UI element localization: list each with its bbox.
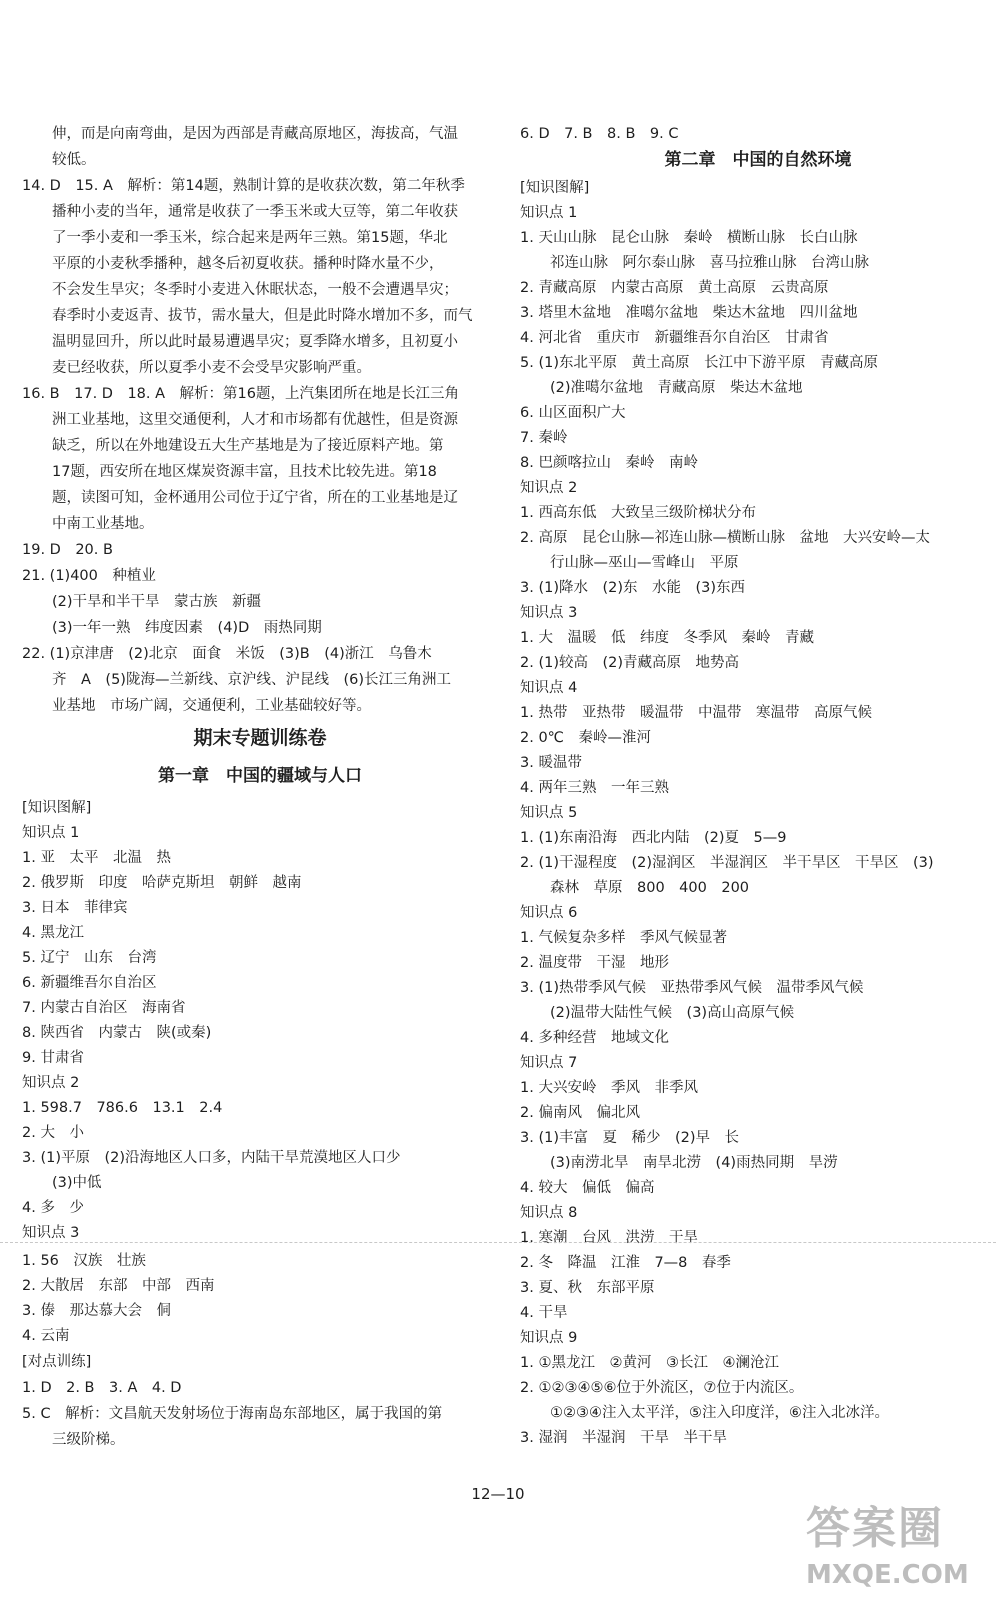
list-item: 4. 两年三熟 一年三熟 bbox=[520, 780, 669, 796]
list-item: 2. ①②③④⑤⑥位于外流区，⑦位于内流区。 bbox=[520, 1380, 804, 1396]
list-item: 4. 多种经营 地域文化 bbox=[520, 1030, 669, 1046]
list-item: 3. 夏、秋 东部平原 bbox=[520, 1280, 655, 1296]
list-item: 1. 大兴安岭 季风 非季风 bbox=[520, 1080, 698, 1096]
knowledge-point-label: 知识点 1 bbox=[520, 205, 578, 221]
text-line: 业基地 市场广阔，交通便利，工业基础较好等。 bbox=[52, 698, 371, 714]
list-item: 三级阶梯。 bbox=[52, 1432, 125, 1448]
page-fold-divider bbox=[0, 1242, 996, 1243]
list-item: 2. 0℃ 秦岭—淮河 bbox=[520, 730, 651, 746]
list-item: 4. 黑龙江 bbox=[22, 925, 84, 941]
knowledge-point-label: 知识点 7 bbox=[520, 1055, 578, 1071]
list-item: (3)中低 bbox=[52, 1175, 102, 1191]
page-number: 12—10 bbox=[471, 1485, 525, 1503]
list-item: 1. 热带 亚热带 暖温带 中温带 寒温带 高原气候 bbox=[520, 705, 872, 721]
list-item: 3. (1)丰富 夏 稀少 (2)早 长 bbox=[520, 1130, 740, 1146]
list-item: (2)准噶尔盆地 青藏高原 柴达木盆地 bbox=[550, 380, 803, 396]
knowledge-point-label: 知识点 3 bbox=[520, 605, 578, 621]
watermark-text: 答案圈 bbox=[806, 1503, 944, 1554]
text-line: 温明显回升，所以此时最易遭遇旱灾；夏季降水增多，且初夏小 bbox=[52, 334, 458, 350]
list-item: 2. 大散居 东部 中部 西南 bbox=[22, 1278, 215, 1294]
text-line: 播种小麦的当年，通常是收获了一季玉米或大豆等，第二年收获 bbox=[52, 204, 458, 220]
list-item: 3. (1)热带季风气候 亚热带季风气候 温带季风气候 bbox=[520, 980, 864, 996]
knowledge-point-label: 知识点 4 bbox=[520, 680, 578, 696]
list-item: 3. 塔里木盆地 准噶尔盆地 柴达木盆地 四川盆地 bbox=[520, 305, 858, 321]
text-line: 了一季小麦和一季玉米，综合起来是两年三熟。第15题，华北 bbox=[52, 230, 448, 246]
knowledge-point-label: 知识点 8 bbox=[520, 1205, 578, 1221]
list-item: 5. C 解析：文昌航天发射场位于海南岛东部地区，属于我国的第 bbox=[22, 1406, 443, 1422]
text-line: 缺乏，所以在外地建设五大生产基地是为了接近原料产地。第 bbox=[52, 438, 444, 454]
list-item: 4. 干旱 bbox=[520, 1305, 568, 1321]
text-line: 洲工业基地，这里交通便利，人才和市场都有优越性，但是资源 bbox=[52, 412, 458, 428]
list-item: 5. 辽宁 山东 台湾 bbox=[22, 950, 157, 966]
knowledge-point-label: 知识点 2 bbox=[520, 480, 578, 496]
section-label: [对点训练] bbox=[22, 1354, 92, 1370]
text-line: 平原的小麦秋季播种，越冬后初夏收获。播种时降水量不少， bbox=[52, 256, 444, 272]
list-item: 6. 山区面积广大 bbox=[520, 405, 626, 421]
list-item: 3. 傣 那达慕大会 侗 bbox=[22, 1303, 171, 1319]
chapter-title: 第二章 中国的自然环境 bbox=[664, 150, 852, 170]
list-item: 2. 冬 降温 江淮 7—8 春季 bbox=[520, 1255, 731, 1271]
answer-16-18: 16. B 17. D 18. A 解析：第16题，上汽集团所在地是长江三角 bbox=[22, 386, 459, 402]
list-item: 2. 俄罗斯 印度 哈萨克斯坦 朝鲜 越南 bbox=[22, 875, 302, 891]
knowledge-point-label: 知识点 3 bbox=[22, 1225, 80, 1241]
text-line: (2)干旱和半干旱 蒙古族 新疆 bbox=[52, 594, 262, 610]
list-item: 2. 温度带 干湿 地形 bbox=[520, 955, 669, 971]
list-item: 3. 日本 菲律宾 bbox=[22, 900, 128, 916]
list-item: 2. 青藏高原 内蒙古高原 黄土高原 云贵高原 bbox=[520, 280, 829, 296]
list-item: 3. 湿润 半湿润 干旱 半干旱 bbox=[520, 1430, 727, 1446]
text-line: 中南工业基地。 bbox=[52, 516, 154, 532]
list-item: 1. ①黑龙江 ②黄河 ③长江 ④澜沧江 bbox=[520, 1355, 779, 1371]
list-item: 2. (1)干湿程度 (2)湿润区 半湿润区 半干旱区 干旱区 (3) bbox=[520, 855, 934, 871]
text-line: 17题，西安所在地区煤炭资源丰富，且技术比较先进。第18 bbox=[52, 464, 437, 480]
watermark-logo bbox=[806, 1502, 986, 1592]
knowledge-point-label: 知识点 2 bbox=[22, 1075, 80, 1091]
list-item: 3. (1)平原 (2)沿海地区人口多，内陆干旱荒漠地区人口少 bbox=[22, 1150, 401, 1166]
text-line: 齐 A (5)陇海—兰新线、京沪线、沪昆线 (6)长江三角洲工 bbox=[52, 672, 451, 688]
answer-21: 21. (1)400 种植业 bbox=[22, 568, 156, 584]
list-item: 1. 寒潮 台风 洪涝 干旱 bbox=[520, 1230, 698, 1246]
list-item: 7. 内蒙古自治区 海南省 bbox=[22, 1000, 186, 1016]
list-item: 1. 亚 太平 北温 热 bbox=[22, 850, 171, 866]
list-item: 8. 巴颜喀拉山 秦岭 南岭 bbox=[520, 455, 698, 471]
answer-22: 22. (1)京津唐 (2)北京 面食 米饭 (3)B (4)浙江 乌鲁木 bbox=[22, 646, 432, 662]
list-item: (2)温带大陆性气候 (3)高山高原气候 bbox=[550, 1005, 795, 1021]
text-line: 较低。 bbox=[52, 152, 96, 168]
knowledge-point-label: 知识点 5 bbox=[520, 805, 578, 821]
list-item: 3. (1)降水 (2)东 水能 (3)东西 bbox=[520, 580, 746, 596]
section-label: [知识图解] bbox=[22, 800, 92, 816]
section-label: [知识图解] bbox=[520, 180, 590, 196]
list-item: 行山脉—巫山—雪峰山 平原 bbox=[550, 555, 739, 571]
section-title: 期末专题训练卷 bbox=[193, 727, 327, 749]
list-item: 2. 大 小 bbox=[22, 1125, 84, 1141]
list-item: 1. 天山山脉 昆仑山脉 秦岭 横断山脉 长白山脉 bbox=[520, 230, 858, 246]
answer-14-15: 14. D 15. A 解析：第14题，熟制计算的是收获次数，第二年秋季 bbox=[22, 178, 465, 194]
list-item: 7. 秦岭 bbox=[520, 430, 568, 446]
answer-19-20: 19. D 20. B bbox=[22, 542, 113, 558]
text-line: 不会发生旱灾；冬季时小麦进入休眠状态，一般不会遭遇旱灾； bbox=[52, 282, 458, 298]
watermark-url: MXQE.COM bbox=[806, 1560, 969, 1590]
list-item: 1. D 2. B 3. A 4. D bbox=[22, 1380, 182, 1396]
answer-6-9: 6. D 7. B 8. B 9. C bbox=[520, 126, 679, 142]
list-item: 4. 多 少 bbox=[22, 1200, 84, 1216]
list-item: 5. (1)东北平原 黄土高原 长江中下游平原 青藏高原 bbox=[520, 355, 878, 371]
list-item: 1. 气候复杂多样 季风气候显著 bbox=[520, 930, 727, 946]
list-item: ①②③④注入太平洋，⑤注入印度洋，⑥注入北冰洋。 bbox=[550, 1405, 889, 1421]
list-item: 1. 598.7 786.6 13.1 2.4 bbox=[22, 1100, 223, 1116]
list-item: (3)南涝北旱 南旱北涝 (4)雨热同期 旱涝 bbox=[550, 1155, 838, 1171]
text-line: (3)一年一熟 纬度因素 (4)D 雨热同期 bbox=[52, 620, 322, 636]
list-item: 1. 西高东低 大致呈三级阶梯状分布 bbox=[520, 505, 756, 521]
list-item: 9. 甘肃省 bbox=[22, 1050, 84, 1066]
knowledge-point-label: 知识点 9 bbox=[520, 1330, 578, 1346]
knowledge-point-label: 知识点 1 bbox=[22, 825, 80, 841]
text-line: 题，读图可知，金杯通用公司位于辽宁省，所在的工业基地是辽 bbox=[52, 490, 458, 506]
knowledge-point-label: 知识点 6 bbox=[520, 905, 578, 921]
list-item: 3. 暖温带 bbox=[520, 755, 582, 771]
text-line: 伸，而是向南弯曲，是因为西部是青藏高原地区，海拔高，气温 bbox=[52, 126, 458, 142]
list-item: 2. (1)较高 (2)青藏高原 地势高 bbox=[520, 655, 740, 671]
list-item: 2. 偏南风 偏北风 bbox=[520, 1105, 640, 1121]
list-item: 8. 陕西省 内蒙古 陕(或秦) bbox=[22, 1025, 212, 1041]
list-item: 1. 56 汉族 壮族 bbox=[22, 1253, 146, 1269]
text-line: 春季时小麦返青、拔节，需水量大，但是此时降水增加不多，而气 bbox=[52, 308, 473, 324]
list-item: 森林 草原 800 400 200 bbox=[550, 880, 750, 896]
text-line: 麦已经收获，所以夏季小麦不会受旱灾影响严重。 bbox=[52, 360, 371, 376]
chapter-title: 第一章 中国的疆域与人口 bbox=[158, 766, 362, 786]
list-item: 4. 云南 bbox=[22, 1328, 70, 1344]
list-item: 6. 新疆维吾尔自治区 bbox=[22, 975, 157, 991]
list-item: 1. (1)东南沿海 西北内陆 (2)夏 5—9 bbox=[520, 830, 787, 846]
list-item: 4. 较大 偏低 偏高 bbox=[520, 1180, 655, 1196]
list-item: 2. 高原 昆仑山脉—祁连山脉—横断山脉 盆地 大兴安岭—太 bbox=[520, 530, 930, 546]
list-item: 4. 河北省 重庆市 新疆维吾尔自治区 甘肃省 bbox=[520, 330, 829, 346]
list-item: 祁连山脉 阿尔泰山脉 喜马拉雅山脉 台湾山脉 bbox=[550, 255, 869, 271]
list-item: 1. 大 温暖 低 纬度 冬季风 秦岭 青藏 bbox=[520, 630, 814, 646]
